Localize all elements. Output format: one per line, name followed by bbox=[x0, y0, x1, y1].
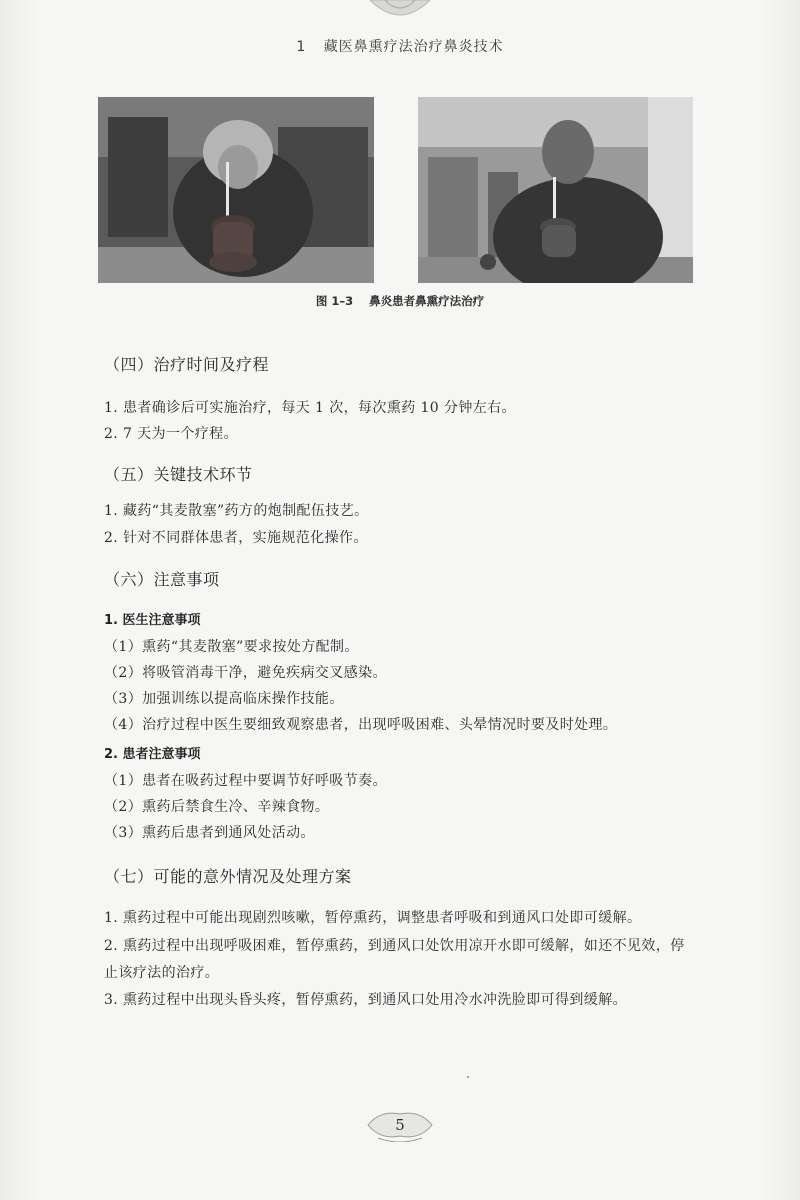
patient-photo-image bbox=[98, 97, 374, 283]
figure-number: 图 1–3 bbox=[315, 294, 354, 308]
figure-caption bbox=[0, 293, 800, 309]
section-7-line-3: 3. 熏药过程中出现头昏头疼，暂停熏药，到通风口处用冷水冲洗脸即可得到缓解。 bbox=[104, 992, 628, 1008]
running-header bbox=[0, 36, 800, 56]
section-5-line-1: 1. 藏药“其麦散塞”药方的炮制配伍技艺。 bbox=[104, 503, 369, 519]
doctor-notes-title: 1. 医生注意事项 bbox=[104, 613, 201, 628]
section-4-line-2: 2. 7 天为一个疗程。 bbox=[104, 426, 238, 442]
doctor-note-2: （2）将吸管消毒干净，避免疾病交叉感染。 bbox=[104, 665, 387, 681]
section-4-line-1: 1. 患者确诊后可实施治疗，每天 1 次，每次熏药 10 分钟左右。 bbox=[104, 400, 516, 416]
section-7-line-2: 2. 熏药过程中出现呼吸困难，暂停熏药，到通风口处饮用凉开水即可缓解，如还不见效，停 bbox=[104, 938, 685, 954]
header-ornament bbox=[365, 0, 435, 22]
section-6-title: （六）注意事项 bbox=[104, 570, 220, 589]
section-5-line-2: 2. 针对不同群体患者，实施规范化操作。 bbox=[104, 530, 368, 546]
chapter-title: 藏医鼻熏疗法治疗鼻炎技术 bbox=[323, 39, 504, 55]
figure-photo-left bbox=[98, 97, 374, 283]
page-number-ornament bbox=[360, 1108, 440, 1142]
doctor-note-1: （1）熏药“其麦散塞”要求按处方配制。 bbox=[104, 639, 359, 655]
section-4-title: （四）治疗时间及疗程 bbox=[104, 355, 270, 374]
section-5-title: （五）关键技术环节 bbox=[104, 465, 253, 484]
doctor-note-4: （4）治疗过程中医生要细致观察患者，出现呼吸困难、头晕情况时要及时处理。 bbox=[104, 717, 618, 733]
patient-note-3: （3）熏药后患者到通风处活动。 bbox=[104, 825, 315, 841]
doctor-note-3: （3）加强训练以提高临床操作技能。 bbox=[104, 691, 344, 707]
patient-note-2: （2）熏药后禁食生冷、辛辣食物。 bbox=[104, 799, 330, 815]
patient-note-1: （1）患者在吸药过程中要调节好呼吸节奏。 bbox=[104, 773, 387, 789]
page-number: 5 bbox=[395, 1116, 405, 1134]
section-7-line-2-cont: 止该疗法的治疗。 bbox=[104, 965, 220, 981]
section-7-line-1: 1. 熏药过程中可能出现剧烈咳嗽，暂停熏药，调整患者呼吸和到通风口处即可缓解。 bbox=[104, 910, 642, 926]
section-7-title: （七）可能的意外情况及处理方案 bbox=[104, 867, 352, 886]
figure-photo-right bbox=[418, 97, 693, 283]
paper-speck bbox=[467, 1076, 469, 1078]
chapter-number: 1 bbox=[296, 39, 307, 55]
patient-notes-title: 2. 患者注意事项 bbox=[104, 747, 201, 762]
monk-photo-image bbox=[418, 97, 693, 283]
figure-caption-text: 鼻炎患者鼻熏疗法治疗 bbox=[369, 294, 485, 308]
